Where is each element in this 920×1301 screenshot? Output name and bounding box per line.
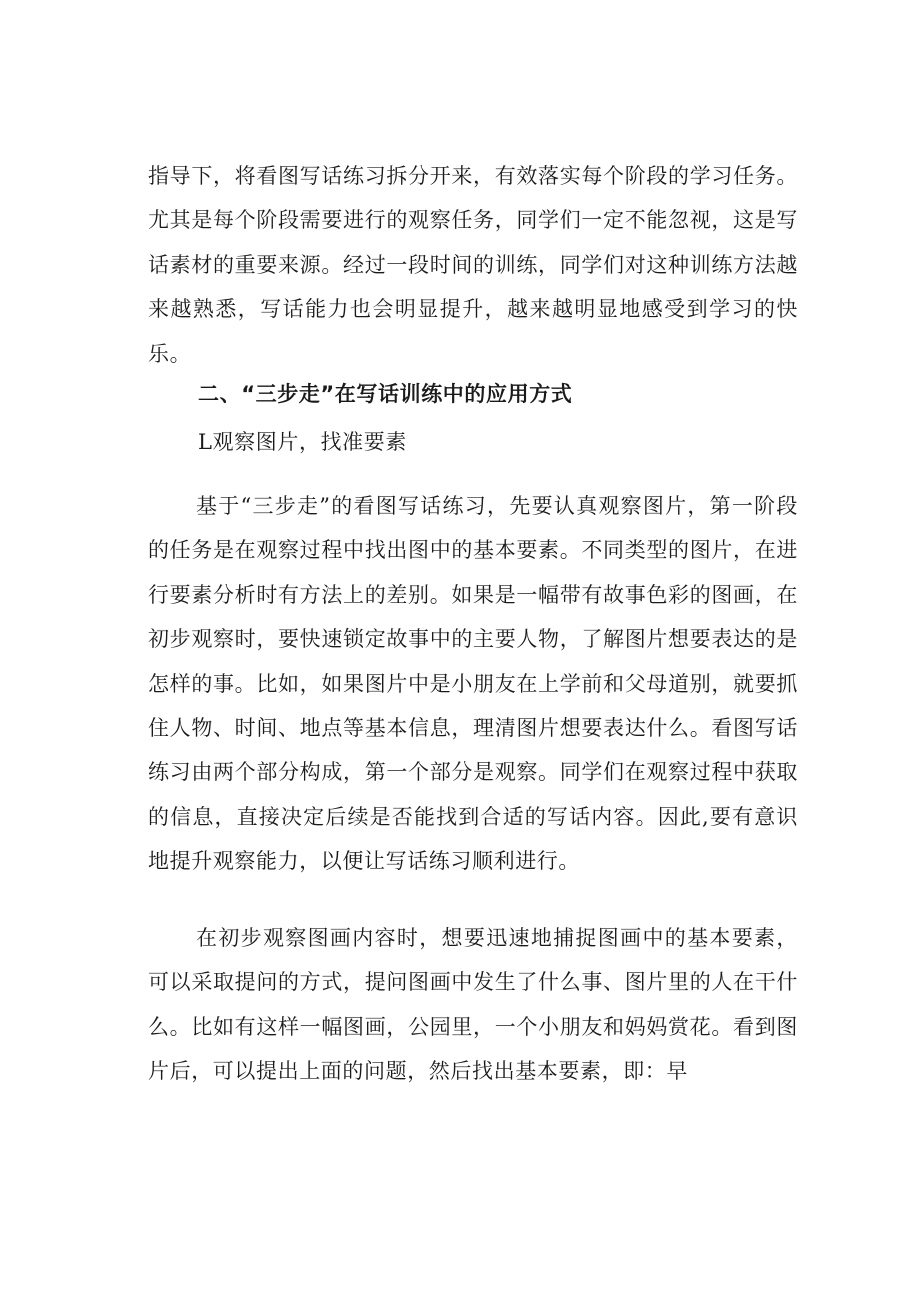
- paragraph-initial-observation: 在初步观察图画内容时，想要迅速地捕捉图画中的基本要素，可以采取提问的方式，提问图画中发生了什么事、图片里的人在干什么。比如有这样一幅图画，公园里，一个小朋友和妈妈赏花。看到图片后，可以提出上面的问题，然后找出基本要素，即：早: [148, 926, 798, 1084]
- paragraph-continued: 指导下，将看图写话练习拆分开来，有效落实每个阶段的学习任务。尤其是每个阶段需要进行的观察任务，同学们一定不能忽视，这是写话素材的重要来源。经过一段时间的训练，同学们对这种训练方法越来越熟悉，写话能力也会明显提升，越来越明显地感受到学习的快乐。: [148, 164, 798, 366]
- subsection-heading: L观察图片，找准要素: [198, 430, 407, 454]
- section-heading: 二、“三步走”在写话训练中的应用方式: [198, 382, 573, 406]
- paragraph-observe-images: 基于“三步走”的看图写话练习，先要认真观察图片，第一阶段的任务是在观察过程中找出图中的基本要素。不同类型的图片，在进行要素分析时有方法上的差别。如果是一幅带有故事色彩的图画，在初步观察时，要快速锁定故事中的主要人物，了解图片想要表达的是怎样的事。比如，如果图片中是小朋友在上学前和父母道别，就要抓住人物、时间、地点等基本信息，理清图片想要表达什么。看图写话练习由两个部分构成，第一个部分是观察。同学们在观察过程中获取的信息，直接决定后续是否能找到合适的写话内容。因此,要有意识地提升观察能力，以便让写话练习顺利进行。: [148, 494, 798, 874]
